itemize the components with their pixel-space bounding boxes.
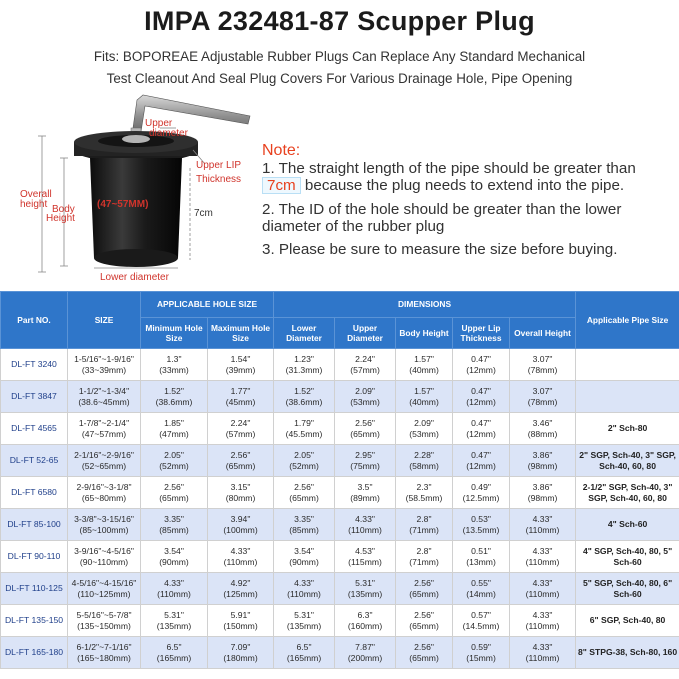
table-row [1,445,679,477]
cell-upper-diameter: 6.3" (160mm) [335,605,396,637]
table-row [1,381,679,413]
table-row [1,605,679,637]
cell-lower-diameter: 1.79" (45.5mm) [274,413,335,445]
product-diagram [0,90,262,286]
cell-max-hole: 7.09" (180mm) [208,637,274,669]
cell-part-no: DL-FT 85-100 [1,509,68,541]
cell-upper-lip: 0.49" (12.5mm) [453,477,510,509]
table-row [1,477,679,509]
cell-min-hole: 5.31" (135mm) [141,605,208,637]
cell-pipe-size: 5" SGP, Sch-40, 80, 6" Sch-60 [576,573,679,605]
cell-upper-lip: 0.47" (12mm) [453,445,510,477]
label-upper-diameter-1: Upper [145,118,173,129]
cell-upper-lip: 0.53" (13.5mm) [453,509,510,541]
cell-overall-height: 3.86" (98mm) [510,445,576,477]
cell-overall-height: 3.07" (78mm) [510,381,576,413]
cell-upper-diameter: 3.5" (89mm) [335,477,396,509]
cell-pipe-size: 2" SGP, Sch-40, 3" SGP, Sch-40, 60, 80 [576,445,679,477]
cell-pipe-size: 6" SGP, Sch-40, 80 [576,605,679,637]
header-max-hole: Maximum Hole Size [208,318,274,349]
cell-size: 2-9/16"~3-1/8" (65~80mm) [68,477,141,509]
cell-body-height: 2.56" (65mm) [396,605,453,637]
header-lower-diameter: Lower Diameter [274,318,335,349]
cell-pipe-size: 4" SGP, Sch-40, 80, 5" Sch-60 [576,541,679,573]
cell-size: 1-1/2"~1-3/4" (38.6~45mm) [68,381,141,413]
note-item-3: 3. Please be sure to measure the size before buying. [262,241,618,259]
cell-lower-diameter: 2.05" (52mm) [274,445,335,477]
header-body-height: Body Height [396,318,453,349]
cell-min-hole: 4.33" (110mm) [141,573,208,605]
cell-part-no: DL-FT 165-180 [1,637,68,669]
header-dimensions: DIMENSIONS [274,292,576,318]
spec-table [0,291,679,669]
label-7cm: 7cm [194,208,213,219]
cell-body-height: 1.57" (40mm) [396,381,453,413]
cell-lower-diameter: 2.56" (65mm) [274,477,335,509]
cell-upper-lip: 0.55" (14mm) [453,573,510,605]
label-lower-diameter: Lower diameter [100,272,169,283]
cell-body-height: 2.8" (71mm) [396,541,453,573]
cell-body-height: 2.3" (58.5mm) [396,477,453,509]
cell-upper-lip: 0.47" (12mm) [453,413,510,445]
cell-pipe-size [576,381,679,413]
cell-overall-height: 4.33" (110mm) [510,605,576,637]
cell-overall-height: 3.86" (98mm) [510,477,576,509]
cell-max-hole: 4.33" (110mm) [208,541,274,573]
table-row [1,349,679,381]
cell-lower-diameter: 4.33" (110mm) [274,573,335,605]
cell-min-hole: 3.35" (85mm) [141,509,208,541]
label-overall: Overall [20,189,52,200]
cell-part-no: DL-FT 52-65 [1,445,68,477]
cell-part-no: DL-FT 3847 [1,381,68,413]
cell-upper-lip: 0.47" (12mm) [453,349,510,381]
cell-upper-diameter: 4.33" (110mm) [335,509,396,541]
label-upper-diameter-2: diameter [149,128,188,139]
cell-pipe-size: 4" Sch-60 [576,509,679,541]
cell-pipe-size: 8" STPG-38, Sch-80, 160 [576,637,679,669]
table-row [1,637,679,669]
cell-size: 4-5/16"~4-15/16" (110~125mm) [68,573,141,605]
cell-max-hole: 4.92" (125mm) [208,573,274,605]
cell-max-hole: 5.91" (150mm) [208,605,274,637]
note-item-1-text-b: because the plug needs to extend into the pipe. [300,177,625,195]
cell-part-no: DL-FT 3240 [1,349,68,381]
cell-size: 6-1/2"~7-1/16" (165~180mm) [68,637,141,669]
table-row [1,413,679,445]
table-row [1,541,679,573]
label-thickness: Thickness [196,174,242,185]
cell-lower-diameter: 5.31" (135mm) [274,605,335,637]
note-item-1 [262,160,677,194]
cell-size: 3-3/8"~3-15/16" (85~100mm) [68,509,141,541]
cell-min-hole: 2.56" (65mm) [141,477,208,509]
cell-max-hole: 2.56" (65mm) [208,445,274,477]
cell-max-hole: 2.24" (57mm) [208,413,274,445]
cell-min-hole: 3.54" (90mm) [141,541,208,573]
cell-body-height: 2.56" (65mm) [396,637,453,669]
table-row [1,509,679,541]
cell-body-height: 2.8" (71mm) [396,509,453,541]
header-applicable-hole-size: APPLICABLE HOLE SIZE [141,292,274,318]
cell-min-hole: 1.52" (38.6mm) [141,381,208,413]
cell-upper-lip: 0.57" (14.5mm) [453,605,510,637]
cell-upper-lip: 0.47" (12mm) [453,381,510,413]
cell-lower-diameter: 1.23" (31.3mm) [274,349,335,381]
cell-body-height: 2.28" (58mm) [396,445,453,477]
header-min-hole: Minimum Hole Size [141,318,208,349]
cell-pipe-size [576,349,679,381]
cell-overall-height: 4.33" (110mm) [510,541,576,573]
cell-max-hole: 3.15" (80mm) [208,477,274,509]
cell-max-hole: 1.77" (45mm) [208,381,274,413]
note-item-1-highlight: 7cm [262,177,301,194]
cell-part-no: DL-FT 110-125 [1,573,68,605]
cell-size: 1-7/8"~2-1/4" (47~57mm) [68,413,141,445]
cell-upper-diameter: 2.24" (57mm) [335,349,396,381]
header-applicable-pipe-size: Applicable Pipe Size [576,292,679,349]
label-height: height [20,199,48,210]
table-row [1,573,679,605]
cell-max-hole: 3.94" (100mm) [208,509,274,541]
cell-part-no: DL-FT 6580 [1,477,68,509]
label-range: (47~57MM) [97,199,149,210]
cell-lower-diameter: 3.54" (90mm) [274,541,335,573]
cell-overall-height: 4.33" (110mm) [510,509,576,541]
cell-size: 3-9/16"~4-5/16" (90~110mm) [68,541,141,573]
cell-min-hole: 6.5" (165mm) [141,637,208,669]
cell-min-hole: 1.3" (33mm) [141,349,208,381]
cell-body-height: 2.56" (65mm) [396,573,453,605]
page-title: IMPA 232481-87 Scupper Plug [144,6,535,36]
cell-overall-height: 3.46" (88mm) [510,413,576,445]
cell-overall-height: 4.33" (110mm) [510,573,576,605]
cell-min-hole: 1.85" (47mm) [141,413,208,445]
cell-size: 1-5/16"~1-9/16" (33~39mm) [68,349,141,381]
cell-upper-diameter: 2.56" (65mm) [335,413,396,445]
note-item-1-text-a: 1. The straight length of the pipe should be greater than [262,160,636,178]
cell-part-no: DL-FT 135-150 [1,605,68,637]
cell-lower-diameter: 3.35" (85mm) [274,509,335,541]
cell-upper-diameter: 5.31" (135mm) [335,573,396,605]
cell-body-height: 1.57" (40mm) [396,349,453,381]
cell-lower-diameter: 1.52" (38.6mm) [274,381,335,413]
note-panel [262,142,677,264]
cell-max-hole: 1.54" (39mm) [208,349,274,381]
cell-overall-height: 3.07" (78mm) [510,349,576,381]
header-size: SIZE [68,292,141,349]
header-upper-lip: Upper Lip Thickness [453,318,510,349]
cell-pipe-size: 2" Sch-80 [576,413,679,445]
cell-size: 5-5/16"~5-7/8" (135~150mm) [68,605,141,637]
note-item-2: 2. The ID of the hole should be greater than the lower diameter of the rubber plug [262,200,622,235]
subtitle-line-1: Fits: BOPOREAE Adjustable Rubber Plugs Can Replace Any Standard Mechanical [93,49,586,64]
header-overall-height: Overall Height [510,318,576,349]
header-upper-diameter: Upper Diameter [335,318,396,349]
cell-part-no: DL-FT 90-110 [1,541,68,573]
header-part-no: Part NO. [1,292,68,349]
note-title: Note: [262,142,301,159]
cell-upper-lip: 0.59" (15mm) [453,637,510,669]
cell-body-height: 2.09" (53mm) [396,413,453,445]
subtitle-line-2: Test Cleanout And Seal Plug Covers For Various Drainage Hole, Pipe Opening [106,71,573,86]
cell-upper-diameter: 2.95" (75mm) [335,445,396,477]
cell-overall-height: 4.33" (110mm) [510,637,576,669]
cell-part-no: DL-FT 4565 [1,413,68,445]
label-body-height: Height [46,213,75,224]
cell-upper-diameter: 7.87" (200mm) [335,637,396,669]
cell-upper-diameter: 4.53" (115mm) [335,541,396,573]
cell-lower-diameter: 6.5" (165mm) [274,637,335,669]
cell-size: 2-1/16"~2-9/16" (52~65mm) [68,445,141,477]
cell-pipe-size: 2-1/2" SGP, Sch-40, 3" SGP, Sch-40, 60, 80 [576,477,679,509]
cell-upper-diameter: 2.09" (53mm) [335,381,396,413]
label-body: Body [52,204,75,215]
page-subtitle [0,46,679,90]
spec-table-body [1,349,679,669]
cell-min-hole: 2.05" (52mm) [141,445,208,477]
label-upper-lip: Upper LIP [196,160,242,171]
rubber-body [90,158,182,267]
cell-upper-lip: 0.51" (13mm) [453,541,510,573]
